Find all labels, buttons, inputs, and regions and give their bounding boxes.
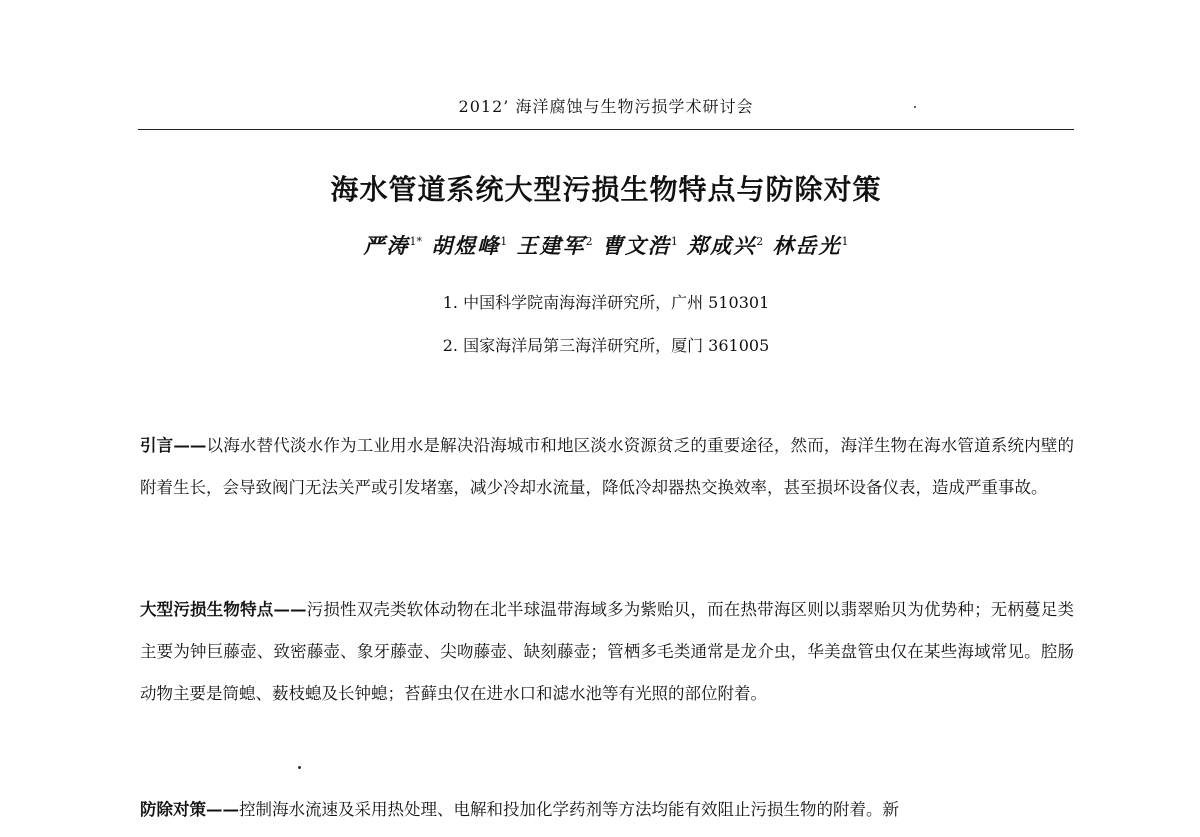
features-lead: 大型污损生物特点—— — [140, 600, 307, 619]
scan-speck — [298, 766, 301, 769]
author-name: 林岳光 — [772, 233, 842, 258]
intro-text: 以海水替代淡水作为工业用水是解决沿海城市和地区淡水资源贫乏的重要途径，然而，海洋生物在海水管道系统内壁的附着生长，会导致阀门无法关严或引发堵塞，减少冷却水流量，降低冷却器热交换效率，甚至损坏设备仪表，造成严重事故。 — [140, 436, 1075, 497]
author-affiliation-mark: 1* — [409, 235, 422, 248]
header-rule — [138, 129, 1074, 130]
affiliation-1: 1. 中国科学院南海海洋研究所，广州 510301 — [442, 293, 770, 312]
features-text: 污损性双壳类软体动物在北半球温带海域多为紫贻贝，而在热带海区则以翡翠贻贝为优势种；无柄蔓足类主要为钟巨藤壶、致密藤壶、象牙藤壶、尖吻藤壶、缺刻藤壶；管栖多毛类通常是龙介虫，华美盘管虫仅在某些海域常见。腔肠动物主要是筒螅、薮枝螅及长钟螅；苔藓虫仅在进水口和滤水池等有光照的部位附着。 — [140, 600, 1075, 703]
features-paragraph — [140, 589, 1074, 715]
author-name: 郑成兴 — [687, 233, 757, 258]
author-affiliation-mark: 2 — [756, 235, 764, 248]
author-affiliation-mark: 2 — [585, 235, 593, 248]
author-affiliation-mark: 1 — [500, 235, 508, 248]
intro-lead: 引言—— — [140, 436, 207, 455]
author-name: 胡煜峰 — [431, 233, 501, 258]
paper-title: 海水管道系统大型污损生物特点与防除对策 — [330, 173, 882, 206]
measures-paragraph — [140, 789, 1074, 831]
author-list — [138, 230, 1074, 260]
author-name: 曹文浩 — [601, 233, 671, 258]
measures-text: 控制海水流速及采用热处理、电解和投加化学药剂等方法均能有效阻止污损生物的附着。新 — [239, 800, 899, 819]
measures-lead: 防除对策—— — [140, 800, 239, 819]
author-affiliation-mark: 1 — [670, 235, 678, 248]
intro-paragraph — [140, 425, 1074, 509]
author-name: 王建军 — [516, 233, 586, 258]
scan-speck — [914, 106, 916, 108]
author-affiliation-mark: 1 — [841, 235, 849, 248]
running-header: 2012’ 海洋腐蚀与生物污损学术研讨会 — [458, 97, 754, 116]
affiliation-2: 2. 国家海洋局第三海洋研究所，厦门 361005 — [442, 336, 770, 355]
author-name: 严涛 — [363, 233, 410, 258]
